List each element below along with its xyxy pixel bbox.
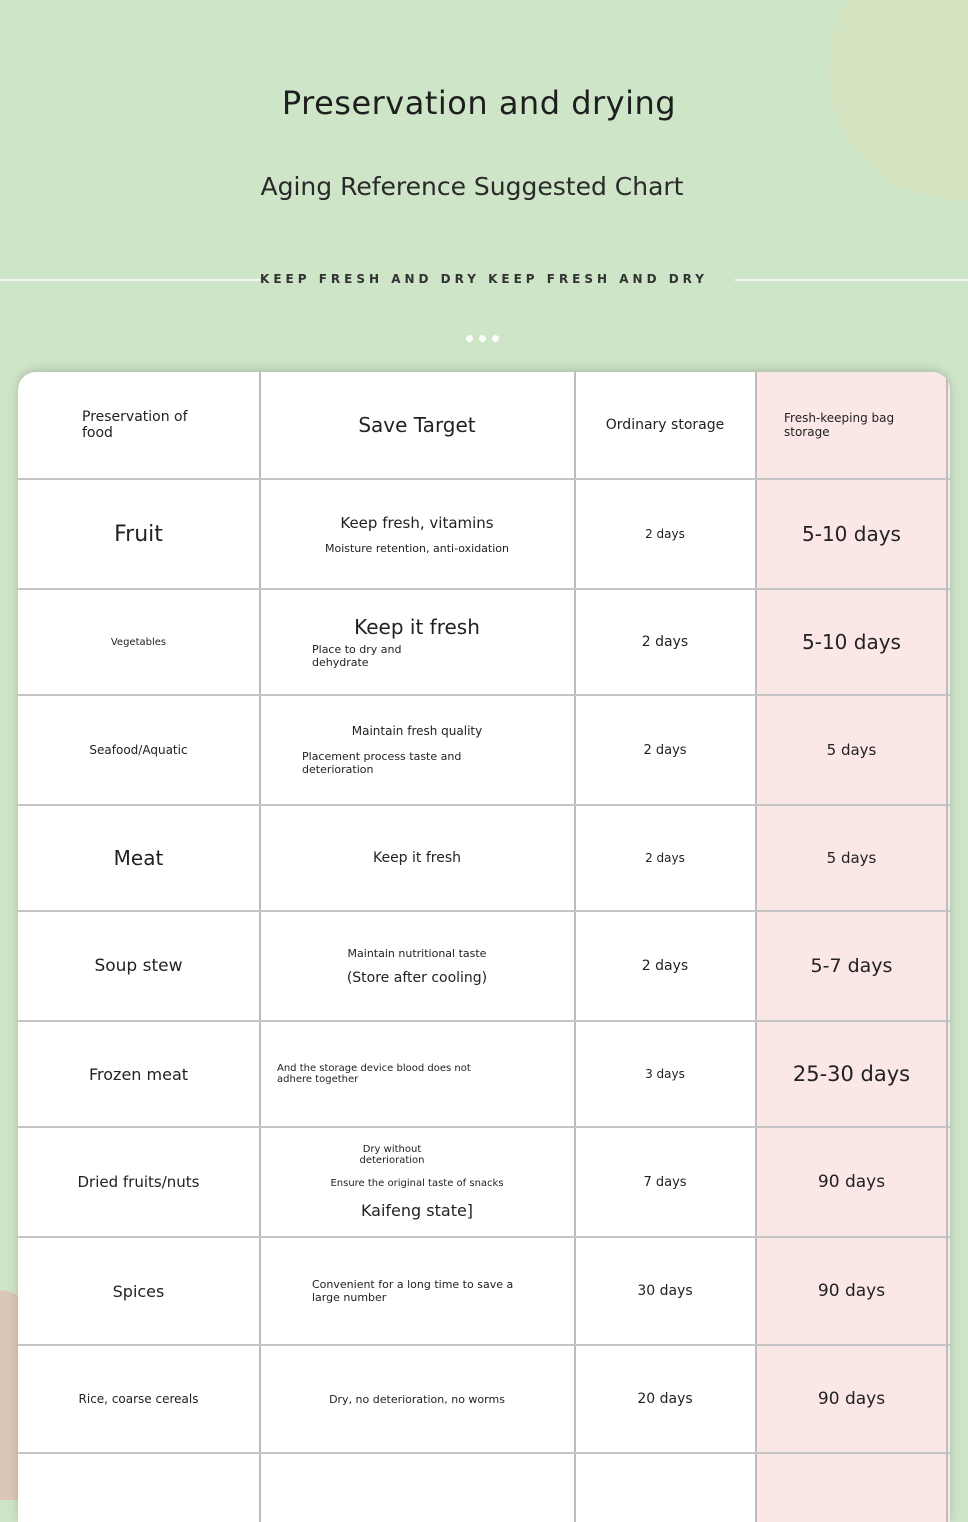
header-label: Save Target bbox=[358, 413, 476, 437]
target-line: Keep fresh, vitamins bbox=[340, 513, 494, 532]
table-row-ordinary bbox=[575, 1128, 755, 1236]
column-divider bbox=[946, 372, 948, 1522]
table-row-ordinary bbox=[575, 696, 755, 804]
table-row-ordinary bbox=[575, 590, 755, 694]
bag-days: 5 days bbox=[826, 741, 877, 759]
tagline-text: KEEP FRESH AND DRY KEEP FRESH AND DRY bbox=[260, 272, 708, 286]
ordinary-days: 2 days bbox=[645, 851, 685, 865]
target-line: Place to dry and dehydrate bbox=[312, 643, 402, 669]
food-name: Dried fruits/nuts bbox=[77, 1173, 200, 1191]
table-row-food bbox=[18, 1128, 259, 1236]
table-row-ordinary bbox=[575, 912, 755, 1020]
bag-days: 25-30 days bbox=[792, 1062, 911, 1086]
table-row-target bbox=[260, 912, 574, 1020]
target-line: Maintain nutritional taste bbox=[347, 946, 487, 960]
tagline-band bbox=[0, 270, 968, 290]
table-row-bag bbox=[757, 806, 946, 910]
header-label: Ordinary storage bbox=[605, 417, 725, 433]
column-header-target bbox=[260, 372, 574, 478]
food-name: Rice, coarse cereals bbox=[78, 1392, 199, 1406]
table-row-ordinary bbox=[575, 1346, 755, 1452]
bag-days: 90 days bbox=[817, 1389, 886, 1409]
target-line: Keep it fresh bbox=[372, 850, 462, 866]
ordinary-days: 20 days bbox=[637, 1391, 693, 1407]
table-row-target bbox=[260, 590, 574, 694]
target-line: Keep it fresh bbox=[354, 615, 480, 639]
table-row-bag bbox=[757, 696, 946, 804]
table-row-ordinary bbox=[575, 480, 755, 588]
table-row-ordinary bbox=[575, 1238, 755, 1344]
storage-table bbox=[18, 372, 950, 1522]
table-row-target bbox=[260, 1128, 574, 1236]
dot bbox=[466, 335, 473, 342]
food-name: Spices bbox=[112, 1281, 165, 1301]
ordinary-days: 2 days bbox=[641, 634, 689, 650]
bag-days: 5 days bbox=[826, 849, 877, 867]
table-row-target bbox=[260, 806, 574, 910]
table-row-bag bbox=[757, 912, 946, 1020]
ordinary-days: 2 days bbox=[641, 958, 689, 974]
table-row-food bbox=[18, 912, 259, 1020]
column-header-ordinary bbox=[575, 372, 755, 478]
column-header-bag bbox=[770, 372, 946, 478]
table-row-food bbox=[18, 806, 259, 910]
target-line: Convenient for a long time to save a large number bbox=[312, 1278, 514, 1304]
bag-days: 5-10 days bbox=[802, 522, 901, 546]
target-line: Ensure the original taste of snacks bbox=[330, 1178, 504, 1189]
target-line: Dry without deterioration bbox=[359, 1144, 425, 1166]
target-line: And the storage device blood does not adhere together bbox=[277, 1063, 471, 1085]
table-row-food bbox=[18, 1238, 259, 1344]
row-divider bbox=[18, 1452, 950, 1454]
table-row-target bbox=[260, 1022, 574, 1126]
target-line: (Store after cooling) bbox=[346, 969, 488, 986]
bag-days: 5-10 days bbox=[802, 630, 901, 654]
table-row-bag bbox=[757, 1128, 946, 1236]
table-row-target bbox=[260, 1346, 574, 1452]
bag-days: 5-7 days bbox=[810, 955, 893, 977]
food-name: Fruit bbox=[114, 521, 163, 547]
table-row-bag bbox=[757, 1238, 946, 1344]
target-line: Maintain fresh quality bbox=[351, 724, 483, 738]
food-name: Seafood/Aquatic bbox=[89, 743, 188, 757]
ordinary-days: 3 days bbox=[645, 1067, 685, 1081]
table-row-target bbox=[260, 696, 574, 804]
food-name: Soup stew bbox=[94, 956, 183, 976]
table-row-ordinary bbox=[575, 806, 755, 910]
header-label: Fresh-keeping bag storage bbox=[784, 411, 895, 439]
header-label: Preservation of food bbox=[82, 409, 188, 441]
dot bbox=[479, 335, 486, 342]
food-name: Frozen meat bbox=[88, 1064, 189, 1084]
table-row-ordinary bbox=[575, 1022, 755, 1126]
table-row-bag bbox=[757, 1022, 946, 1126]
target-line: Placement process taste and deterioration bbox=[302, 750, 462, 776]
table-row-bag bbox=[757, 1346, 946, 1452]
table-row-target bbox=[260, 1238, 574, 1344]
dot bbox=[492, 335, 499, 342]
table-row-food bbox=[18, 696, 259, 804]
ordinary-days: 7 days bbox=[643, 1174, 687, 1190]
ordinary-days: 30 days bbox=[637, 1283, 693, 1299]
table-row-target bbox=[260, 480, 574, 588]
page-title: Preservation and drying bbox=[281, 84, 677, 122]
bag-days: 90 days bbox=[817, 1172, 886, 1192]
target-line: Dry, no deterioration, no worms bbox=[329, 1392, 505, 1406]
ordinary-days: 2 days bbox=[643, 742, 687, 758]
table-row-bag bbox=[757, 590, 946, 694]
page-subtitle: Aging Reference Suggested Chart bbox=[260, 172, 684, 201]
food-name: Meat bbox=[113, 846, 164, 870]
table-row-food bbox=[18, 590, 259, 694]
target-line: Kaifeng state] bbox=[360, 1201, 474, 1220]
table-row-food bbox=[18, 1346, 259, 1452]
table-row-food bbox=[18, 1022, 259, 1126]
table-row-food bbox=[18, 480, 259, 588]
bag-days: 90 days bbox=[817, 1281, 886, 1301]
column-header-food bbox=[68, 372, 258, 478]
food-name: Vegetables bbox=[110, 636, 167, 648]
ordinary-days: 2 days bbox=[645, 527, 685, 541]
table-row-bag bbox=[757, 480, 946, 588]
pagination-dots bbox=[466, 327, 505, 346]
target-line: Moisture retention, anti-oxidation bbox=[324, 541, 509, 555]
